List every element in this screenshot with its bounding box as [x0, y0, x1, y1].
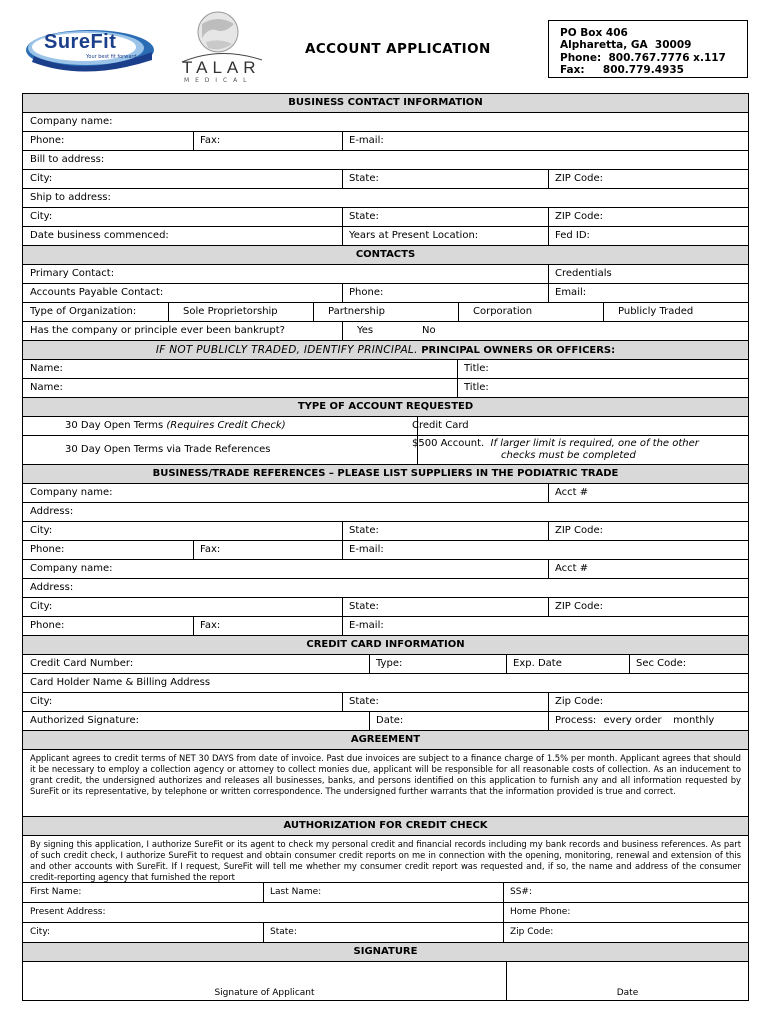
company-label: Company name:: [30, 563, 113, 574]
ref1-address-field[interactable]: [22, 502, 749, 521]
phone-field[interactable]: [23, 617, 194, 635]
option-label: Credit Card: [412, 420, 469, 431]
bill-to-label: Bill to address:: [30, 154, 105, 165]
state-label: State:: [349, 601, 379, 612]
state-label: State:: [349, 173, 379, 184]
ref-acct-field[interactable]: [548, 484, 588, 502]
card-date-field[interactable]: [369, 712, 549, 730]
phone-fax-email-row: [22, 131, 749, 150]
city-field[interactable]: [23, 693, 343, 711]
ref1-phone-row: [22, 540, 749, 559]
principal-title-field[interactable]: [457, 379, 489, 397]
section-header-authorization: AUTHORIZATION FOR CREDIT CHECK: [22, 816, 749, 835]
state-field[interactable]: [342, 170, 549, 188]
present-address-label: Present Address:: [30, 907, 106, 917]
ref2-city-row: [22, 597, 749, 616]
surefit-wordmark: SureFit: [44, 31, 117, 53]
fax-label: Fax:: [200, 620, 221, 631]
principal-row-1: [22, 359, 749, 378]
city-field[interactable]: [23, 522, 343, 540]
card-holder-label: Card Holder Name & Billing Address: [30, 677, 211, 688]
present-address-field[interactable]: [23, 903, 504, 922]
phone-label: Phone:: [30, 544, 65, 555]
sec-code-label: Sec Code:: [636, 658, 687, 669]
zip-field[interactable]: [548, 170, 603, 188]
years-location-label: Years at Present Location:: [349, 230, 479, 241]
city-label: City:: [30, 601, 53, 612]
card-holder-field[interactable]: [22, 673, 749, 692]
talar-wordmark: TALAR: [182, 58, 261, 77]
auth-address-row: [22, 902, 749, 922]
fax-label: Fax:: [200, 544, 221, 555]
account-type-row-2: [22, 435, 749, 464]
option-note: (Requires Credit Check): [166, 420, 286, 431]
monthly-label: monthly: [673, 715, 715, 726]
accounts-payable-row: [22, 283, 749, 302]
agreement-text: Applicant agrees to credit terms of NET 30 DAYS from date of invoice. Past due invoices are subject to a finance charge of 1.5% per month. Applicant agrees that should it be necessary to employ a collection agency or attorney to collect monies due, applicant will be responsible for all reasonable costs of collection. As an inducement to grant credit, the undersigned authorizes and releases all businesses, banks, and persons identified on this application to furnish any and all information requested by SureFit or its representative, by telephone or written correspondence. The undersigned further warrants that the information provided is true and correct.: [22, 749, 749, 816]
city-label: City:: [30, 696, 53, 707]
section-header-references: BUSINESS/TRADE REFERENCES – PLEASE LIST SUPPLIERS IN THE PODIATRIC TRADE: [22, 464, 749, 483]
zip-field[interactable]: [548, 693, 603, 711]
org-type-label: Type of Organization:: [23, 303, 169, 321]
section-header-principal: [22, 340, 749, 359]
authorized-signature-field[interactable]: [23, 712, 370, 730]
principal-heading-italic: IF NOT PUBLICLY TRADED, IDENTIFY PRINCIPAL.: [155, 344, 418, 356]
business-dates-row: [22, 226, 749, 245]
acct-label: Acct #: [555, 487, 589, 498]
signature-date-field[interactable]: [507, 962, 748, 1000]
zip-label: ZIP Code:: [555, 601, 603, 612]
applicant-signature-label: Signature of Applicant: [214, 988, 315, 998]
sole-proprietorship-option[interactable]: [168, 303, 314, 321]
city-label: City:: [30, 211, 53, 222]
ap-contact-label: Accounts Payable Contact:: [30, 287, 164, 298]
state-field[interactable]: [342, 522, 549, 540]
signature-block: [22, 961, 749, 1001]
state-label: State:: [270, 927, 297, 937]
zip-label: ZIP Code:: [555, 525, 603, 536]
bankrupt-row: [22, 321, 749, 340]
address-line: Alpharetta, GA 30009: [560, 39, 692, 52]
surefit-tagline: Your best fit forward.: [86, 54, 139, 60]
account-application-form: [22, 93, 749, 1001]
bill-to-address-field[interactable]: [22, 150, 749, 169]
phone-label: Phone:: [349, 287, 384, 298]
card-city-row: [22, 692, 749, 711]
state-field[interactable]: [342, 598, 549, 616]
option-label: Corporation: [473, 306, 533, 317]
sec-code-field[interactable]: [629, 655, 686, 673]
account-type-row-1: [22, 416, 749, 435]
ref2-address-field[interactable]: [22, 578, 749, 597]
auth-name-row: [22, 882, 749, 902]
section-header-agreement: AGREEMENT: [22, 730, 749, 749]
ref1-city-row: [22, 521, 749, 540]
address-line: Phone: 800.767.7776 x.117: [560, 51, 726, 64]
talar-logo: [176, 8, 268, 86]
zip-field[interactable]: [503, 923, 553, 942]
account-500-option[interactable]: [397, 436, 699, 464]
bankrupt-question: Has the company or principle ever been bankrupt?: [23, 322, 343, 340]
city-label: City:: [30, 173, 53, 184]
email-label: E-mail:: [349, 620, 384, 631]
zip-field[interactable]: [548, 522, 603, 540]
state-field[interactable]: [342, 693, 549, 711]
ref-company-field[interactable]: [23, 560, 549, 578]
option-label: No: [422, 325, 436, 336]
state-field[interactable]: [342, 208, 549, 226]
fax-label: Fax:: [200, 135, 221, 146]
company-label: Company name:: [30, 487, 113, 498]
principal-title-field[interactable]: [457, 360, 489, 378]
company-name-label: Company name:: [30, 116, 113, 127]
state-field[interactable]: [263, 923, 504, 942]
talar-subtitle: M E D I C A L: [184, 77, 249, 84]
primary-contact-field[interactable]: [23, 265, 549, 283]
section-header-contacts: CONTACTS: [22, 245, 749, 264]
ship-to-address-field[interactable]: [22, 188, 749, 207]
section-header-signature: SIGNATURE: [22, 942, 749, 961]
card-type-field[interactable]: [369, 655, 507, 673]
credentials-field[interactable]: [548, 265, 612, 283]
email-field[interactable]: [342, 132, 384, 150]
zip-label: Zip Code:: [555, 696, 604, 707]
company-name-field[interactable]: [22, 112, 749, 131]
fax-field[interactable]: [193, 617, 343, 635]
applicant-signature-field[interactable]: [23, 962, 507, 1000]
open-terms-trade-option[interactable]: [23, 436, 418, 464]
principal-name-field[interactable]: [23, 379, 458, 397]
card-signature-row: [22, 711, 749, 730]
partnership-option[interactable]: [313, 303, 459, 321]
credit-card-option[interactable]: [397, 417, 469, 435]
organization-type-row: [22, 302, 749, 321]
name-label: Name:: [30, 382, 63, 393]
option-note: checks must be completed: [501, 450, 636, 461]
email-label: Email:: [555, 287, 587, 298]
open-terms-credit-option[interactable]: [23, 417, 418, 435]
company-address: [548, 20, 748, 78]
email-label: E-mail:: [349, 135, 384, 146]
option-label: Yes: [357, 325, 374, 336]
city-field[interactable]: [23, 170, 343, 188]
ref2-phone-row: [22, 616, 749, 635]
name-label: Name:: [30, 363, 63, 374]
primary-contact-row: [22, 264, 749, 283]
ship-to-label: Ship to address:: [30, 192, 111, 203]
ref2-company-row: [22, 559, 749, 578]
address-line: PO Box 406: [560, 27, 628, 39]
title-label: Title:: [464, 382, 489, 393]
last-name-label: Last Name:: [270, 887, 322, 897]
zip-field[interactable]: [548, 208, 603, 226]
address-line: Fax: 800.779.4935: [560, 63, 684, 76]
last-name-field[interactable]: [263, 883, 504, 902]
city-label: City:: [30, 525, 53, 536]
city-field[interactable]: [23, 923, 264, 942]
surefit-logo: [24, 26, 164, 78]
every-order-label: every order: [603, 715, 662, 726]
email-field[interactable]: [342, 617, 384, 635]
date-commenced-label: Date business commenced:: [30, 230, 169, 241]
fax-field[interactable]: [193, 132, 343, 150]
zip-label: Zip Code:: [510, 927, 554, 937]
date-label: Date:: [376, 715, 404, 726]
card-number-row: [22, 654, 749, 673]
phone-field[interactable]: [23, 132, 194, 150]
title-label: Title:: [464, 363, 489, 374]
zip-field[interactable]: [548, 598, 603, 616]
city-field[interactable]: [23, 208, 343, 226]
date-commenced-field[interactable]: [23, 227, 343, 245]
option-label: $500 Account.: [412, 438, 485, 449]
home-phone-field[interactable]: [503, 903, 570, 922]
home-phone-label: Home Phone:: [510, 907, 571, 917]
ap-email-field[interactable]: [548, 284, 586, 302]
ssn-field[interactable]: [503, 883, 532, 902]
option-label: Sole Proprietorship: [183, 306, 278, 317]
address-label: Address:: [30, 506, 74, 517]
option-label: Publicly Traded: [618, 306, 694, 317]
section-header-account-type: TYPE OF ACCOUNT REQUESTED: [22, 397, 749, 416]
process-options: [548, 712, 714, 730]
publicly-traded-option[interactable]: [603, 303, 693, 321]
card-type-label: Type:: [376, 658, 403, 669]
card-number-label: Credit Card Number:: [30, 658, 134, 669]
address-label: Address:: [30, 582, 74, 593]
ref-company-field[interactable]: [23, 484, 549, 502]
section-header-business: BUSINESS CONTACT INFORMATION: [22, 93, 749, 112]
acct-label: Acct #: [555, 563, 589, 574]
email-field[interactable]: [342, 541, 384, 559]
authorization-text: By signing this application, I authorize SureFit or its agent to check my personal credit and financial records including my bank records and business references. As part of such credit check, I authorize SureFit to request and obtain consumer credit reports on me in connection with the opening, monitoring, renewal and extension of this and other accounts with SureFit. If I request, SureFit will tell me whether my consumer credit report was requested and, if so, the name and address of the consumer credit-reporting agency that furnished the report: [22, 835, 749, 882]
fax-field[interactable]: [193, 541, 343, 559]
principal-name-field[interactable]: [23, 360, 458, 378]
option-note: If larger limit is required, one of the other: [490, 438, 699, 449]
city-field[interactable]: [23, 598, 343, 616]
ref-acct-field[interactable]: [548, 560, 588, 578]
form-title: ACCOUNT APPLICATION: [305, 41, 491, 57]
zip-label: ZIP Code:: [555, 173, 603, 184]
city-label: City:: [30, 927, 51, 937]
state-label: State:: [349, 696, 379, 707]
signature-date-label: Date: [616, 988, 639, 998]
exp-date-label: Exp. Date: [513, 658, 562, 669]
ship-city-state-zip-row: [22, 207, 749, 226]
email-label: E-mail:: [349, 544, 384, 555]
first-name-field[interactable]: [23, 883, 264, 902]
fed-id-label: Fed ID:: [555, 230, 590, 241]
card-number-field[interactable]: [23, 655, 370, 673]
principal-row-2: [22, 378, 749, 397]
corporation-option[interactable]: [458, 303, 604, 321]
option-label: 30 Day Open Terms: [65, 420, 167, 431]
first-name-label: First Name:: [30, 887, 82, 897]
phone-label: Phone:: [30, 135, 65, 146]
principal-heading-rest: PRINCIPAL OWNERS OR OFFICERS:: [417, 345, 616, 356]
option-label: Partnership: [328, 306, 386, 317]
ap-phone-field[interactable]: [342, 284, 549, 302]
ssn-label: SS#:: [510, 887, 532, 897]
option-label: 30 Day Open Terms via Trade References: [65, 444, 271, 455]
exp-date-field[interactable]: [506, 655, 630, 673]
section-header-credit-card: CREDIT CARD INFORMATION: [22, 635, 749, 654]
ref1-company-row: [22, 483, 749, 502]
primary-contact-label: Primary Contact:: [30, 268, 115, 279]
zip-label: ZIP Code:: [555, 211, 603, 222]
ap-contact-field[interactable]: [23, 284, 343, 302]
fed-id-field[interactable]: [548, 227, 590, 245]
phone-label: Phone:: [30, 620, 65, 631]
process-label: Process:: [555, 715, 597, 726]
state-label: State:: [349, 525, 379, 536]
years-location-field[interactable]: [342, 227, 549, 245]
phone-field[interactable]: [23, 541, 194, 559]
state-label: State:: [349, 211, 379, 222]
credentials-label: Credentials: [555, 268, 612, 279]
bankrupt-no-option[interactable]: [407, 322, 436, 340]
signature-label: Authorized Signature:: [30, 715, 139, 726]
auth-city-row: [22, 922, 749, 942]
bill-city-state-zip-row: [22, 169, 749, 188]
